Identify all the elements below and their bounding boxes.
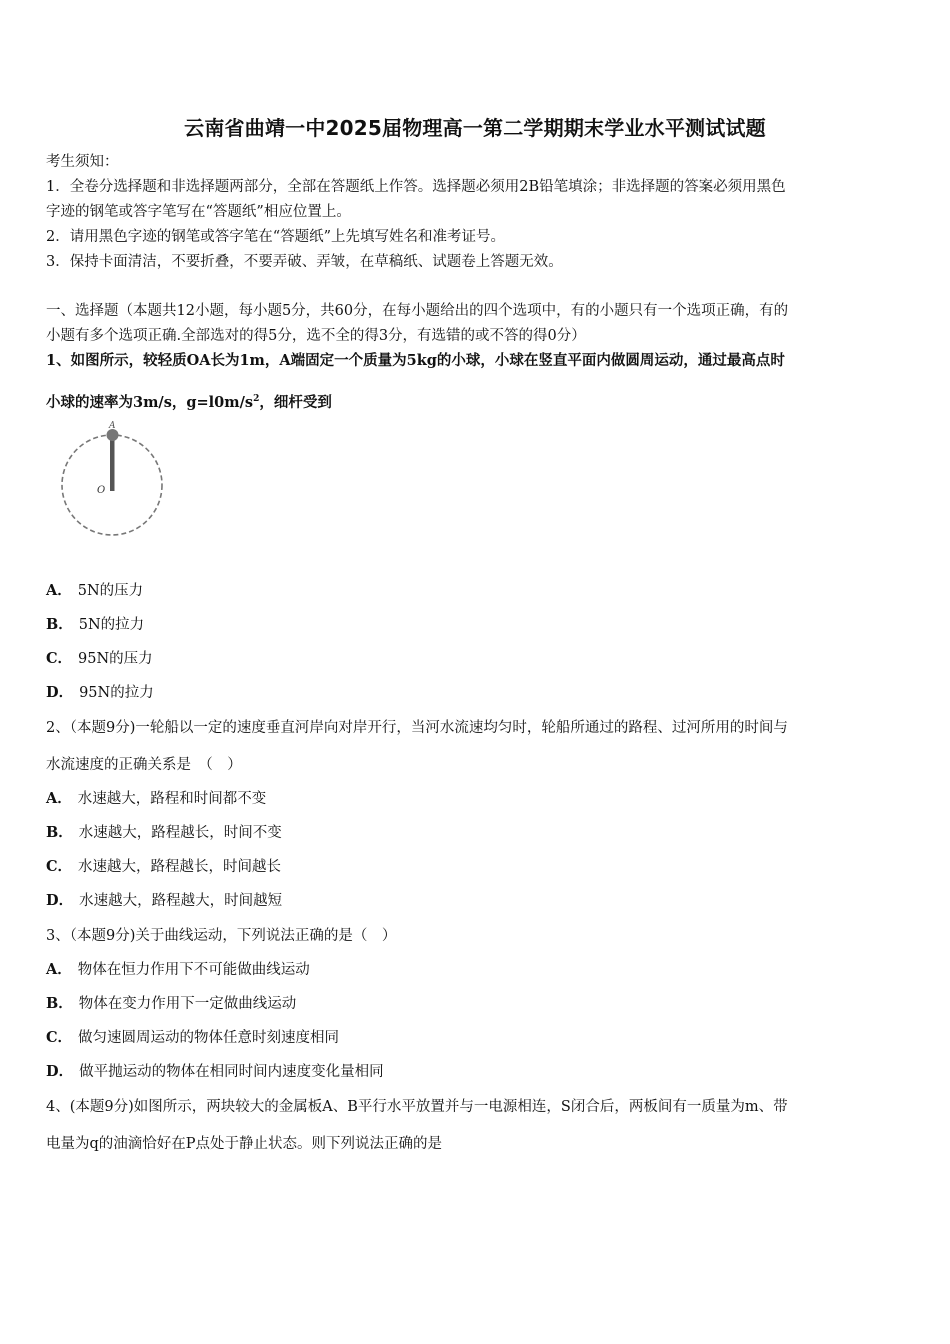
- q1-text-pre: 小球的速率为3m/s，g=l0m/s: [46, 393, 254, 411]
- q3-option-b-text: 物体在变力作用下一定做曲线运动: [78, 996, 297, 1012]
- q1-option-c-text: 95N的压力: [78, 651, 153, 667]
- question-2-line2: 水流速度的正确关系是 （ ）: [46, 757, 242, 773]
- q1-option-c: [46, 649, 153, 669]
- notice-item-3: 3．保持卡面清洁，不要折叠，不要弄破、弄皱，在草稿纸、试题卷上答题无效。: [46, 254, 563, 270]
- q1-option-a-label: A．: [46, 582, 72, 599]
- q1-option-b-text: 5N的拉力: [78, 617, 145, 633]
- section-heading-line2: 小题有多个选项正确.全部选对的得5分，选不全的得3分，有选错的或不答的得0分）: [46, 328, 586, 344]
- q3-option-c-label: C．: [46, 1029, 73, 1046]
- q3-option-d: [46, 1062, 384, 1082]
- q1-text-post: ，细杆受到: [259, 393, 332, 411]
- q1-option-d: [46, 683, 154, 703]
- q3-option-b-label: B．: [46, 995, 73, 1012]
- section-heading-line1: 一、选择题（本题共12小题，每小题5分，共60分，在每小题给出的四个选项中，有的小题只有一个选项正确，有的: [46, 303, 789, 319]
- q3-option-b: [46, 994, 296, 1014]
- q1-option-b: [46, 615, 144, 635]
- circular-motion-figure: [56, 418, 168, 543]
- question-3-line1: 3、（本题9分)关于曲线运动，下列说法正确的是（ ）: [46, 928, 397, 944]
- q1-text-sup: 2: [253, 394, 260, 404]
- label-o: O: [97, 485, 106, 496]
- q3-option-a-text: 物体在恒力作用下不可能做曲线运动: [77, 962, 310, 978]
- question-4-line2: 电量为q的油滴恰好在P点处于静止状态。则下列说法正确的是: [46, 1136, 443, 1152]
- question-1-line1: 1、如图所示，较轻质OA长为1m，A端固定一个质量为5kg的小球，小球在竖直平面内做圆周运动，通过最高点时: [46, 352, 785, 369]
- question-2-line1: 2、（本题9分)一轮船以一定的速度垂直河岸向对岸开行，当河水流速均匀时，轮船所通过的路程、过河所用的时间与: [46, 720, 788, 736]
- question-4-line1: 4、(本题9分)如图所示，两块较大的金属板A、B平行水平放置并与一电源相连，S闭合后，两板间有一质量为m、带: [46, 1099, 788, 1115]
- q2-option-a-text: 水速越大，路程和时间都不变: [77, 791, 267, 807]
- question-1-line2: [46, 389, 908, 413]
- rod: [110, 436, 115, 491]
- q2-option-d-label: D．: [46, 892, 74, 909]
- q3-option-a: [46, 960, 310, 980]
- notice-item-1: 1．全卷分选择题和非选择题两部分，全部在答题纸上作答。选择题必须用2B铅笔填涂；非选择题的答案必须用黑色: [46, 179, 786, 195]
- q3-option-d-label: D．: [46, 1063, 74, 1080]
- q2-option-a: [46, 789, 266, 809]
- notice-item-1-cont: 字迹的钢笔或答字笔写在“答题纸”相应位置上。: [46, 204, 351, 220]
- q2-option-a-label: A．: [46, 790, 72, 807]
- q1-option-d-text: 95N的拉力: [79, 685, 154, 701]
- q2-option-d: [46, 891, 282, 911]
- q3-option-a-label: A．: [46, 961, 72, 978]
- q3-option-c: [46, 1028, 339, 1048]
- q3-option-c-text: 做匀速圆周运动的物体任意时刻速度相同: [78, 1030, 340, 1046]
- q1-option-d-label: D．: [46, 684, 74, 701]
- q2-option-c: [46, 857, 281, 877]
- label-a: A: [109, 421, 116, 431]
- q2-option-b: [46, 823, 282, 843]
- q2-option-d-text: 水速越大，路程越大，时间越短: [79, 893, 283, 909]
- q2-option-b-text: 水速越大，路程越长，时间不变: [78, 825, 282, 841]
- notice-item-2: 2．请用黑色字迹的钢笔或答字笔在“答题纸”上先填写姓名和准考证号。: [46, 229, 506, 245]
- q3-option-d-text: 做平抛运动的物体在相同时间内速度变化量相同: [79, 1064, 384, 1080]
- q1-option-c-label: C．: [46, 650, 73, 667]
- q1-option-a-text: 5N的压力: [77, 583, 144, 599]
- notice-heading: 考生须知：: [46, 154, 119, 170]
- page-title: 云南省曲靖一中2025届物理高一第二学期期末学业水平测试试题: [184, 116, 766, 140]
- q1-option-b-label: B．: [46, 616, 73, 633]
- q2-option-c-label: C．: [46, 858, 73, 875]
- q1-option-a: [46, 581, 143, 601]
- q2-option-b-label: B．: [46, 824, 73, 841]
- q2-option-c-text: 水速越大，路程越长，时间越长: [78, 859, 282, 875]
